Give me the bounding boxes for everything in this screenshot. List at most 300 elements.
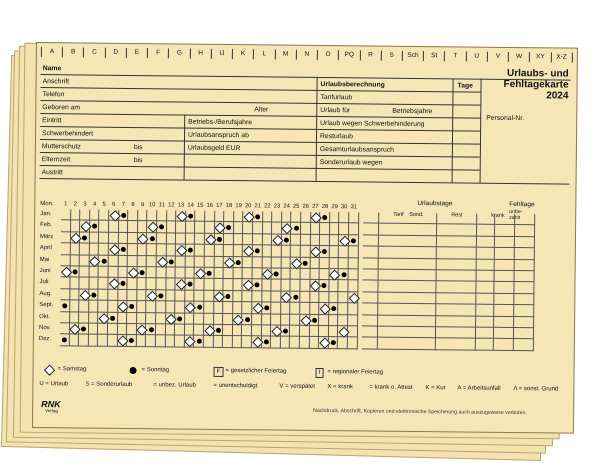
day-cell[interactable] [310,235,320,246]
day-cell[interactable] [80,278,90,289]
day-cell[interactable] [147,256,157,267]
day-cell[interactable] [329,258,339,269]
day-cell[interactable] [146,313,156,324]
day-cell[interactable] [233,302,243,313]
day-cell[interactable] [89,301,99,312]
day-cell[interactable] [99,244,109,255]
day-cell[interactable] [195,290,205,301]
day-cell[interactable] [205,256,215,267]
day-cell[interactable] [329,280,339,291]
day-cell[interactable] [242,325,252,336]
day-cell[interactable] [156,324,166,335]
summary-cell[interactable] [494,316,514,328]
day-cell[interactable] [243,302,253,313]
summary-cell[interactable] [514,271,534,283]
summary-cell[interactable] [363,224,379,236]
day-cell[interactable] [109,267,119,278]
summary-cell[interactable] [476,293,494,305]
day-cell[interactable] [339,224,349,235]
day-cell[interactable] [128,210,138,221]
day-cell[interactable] [224,245,234,256]
day-cell[interactable] [98,335,108,346]
day-cell[interactable] [263,211,273,222]
day-cell[interactable] [262,291,272,302]
summary-cell[interactable] [476,259,494,271]
day-cell[interactable] [60,312,70,323]
day-cell[interactable] [319,292,329,303]
day-cell[interactable] [175,290,185,301]
day-cell[interactable] [137,335,147,346]
summary-cell[interactable] [378,270,436,282]
day-cell[interactable] [127,290,137,301]
day-cell[interactable] [310,326,320,337]
day-cell[interactable] [253,234,263,245]
day-cell[interactable] [338,338,348,349]
day-cell[interactable] [233,268,243,279]
summary-cell[interactable] [494,259,514,271]
day-cell[interactable] [119,221,129,232]
day-cell[interactable] [80,266,90,277]
day-cell[interactable] [138,244,148,255]
day-cell[interactable] [90,244,100,255]
day-cell[interactable] [348,315,358,326]
summary-cell[interactable] [363,212,379,224]
summary-cell[interactable] [378,258,436,270]
day-cell[interactable] [166,267,176,278]
day-cell[interactable] [243,268,253,279]
summary-cell[interactable] [494,237,514,249]
day-cell[interactable] [118,312,128,323]
day-cell[interactable] [185,290,195,301]
day-cell[interactable] [281,280,291,291]
day-cell[interactable] [109,221,119,232]
day-cell[interactable] [330,212,340,223]
day-cell[interactable] [234,211,244,222]
day-cell[interactable] [166,290,176,301]
day-cell[interactable] [61,255,71,266]
summary-cell[interactable] [362,315,378,327]
day-cell[interactable] [291,269,301,280]
day-cell[interactable] [262,314,272,325]
day-cell[interactable] [195,279,205,290]
day-cell[interactable] [147,301,157,312]
day-cell[interactable] [300,280,310,291]
day-cell[interactable] [233,325,243,336]
day-cell[interactable] [310,257,320,268]
day-cell[interactable] [89,335,99,346]
day-cell[interactable] [185,325,195,336]
day-cell[interactable] [204,313,214,324]
day-cell[interactable] [99,267,109,278]
day-cell[interactable] [309,337,319,348]
day-cell[interactable] [281,314,291,325]
day-cell[interactable] [234,222,244,233]
day-cell[interactable] [292,212,302,223]
day-cell[interactable] [176,233,186,244]
day-cell[interactable] [204,336,214,347]
day-cell[interactable] [146,336,156,347]
day-cell[interactable] [272,246,282,257]
day-cell[interactable] [175,324,185,335]
day-cell[interactable] [224,279,234,290]
day-cell[interactable] [137,313,147,324]
day-cell[interactable] [348,338,358,349]
day-cell[interactable] [205,245,215,256]
day-cell[interactable] [99,232,109,243]
day-cell[interactable] [79,301,89,312]
day-cell[interactable] [320,235,330,246]
day-cell[interactable] [196,211,206,222]
day-cell[interactable] [339,292,349,303]
day-cell[interactable] [223,336,233,347]
day-cell[interactable] [128,221,138,232]
day-cell[interactable] [243,223,253,234]
day-cell[interactable] [166,233,176,244]
day-cell[interactable] [79,335,89,346]
day-cell[interactable] [272,280,282,291]
day-cell[interactable] [166,279,176,290]
day-cell[interactable] [70,244,80,255]
day-cell[interactable] [233,336,243,347]
day-cell[interactable] [60,289,70,300]
day-cell[interactable] [89,324,99,335]
summary-cell[interactable] [494,294,514,306]
day-cell[interactable] [233,279,243,290]
day-cell[interactable] [147,279,157,290]
summary-cell[interactable] [494,282,514,294]
day-cell[interactable] [233,291,243,302]
day-cell[interactable] [185,313,195,324]
day-cell[interactable] [320,223,330,234]
day-cell[interactable] [138,221,148,232]
summary-cell[interactable] [435,339,475,351]
day-cell[interactable] [349,246,359,257]
day-cell[interactable] [339,281,349,292]
day-cell[interactable] [272,257,282,268]
day-cell[interactable] [234,245,244,256]
summary-cell[interactable] [377,338,435,350]
day-cell[interactable] [90,210,100,221]
summary-cell[interactable] [378,247,436,259]
day-cell[interactable] [214,268,224,279]
summary-cell[interactable] [514,237,534,249]
day-cell[interactable] [301,223,311,234]
day-cell[interactable] [310,292,320,303]
day-cell[interactable] [71,221,81,232]
summary-cell[interactable] [476,305,494,317]
day-cell[interactable] [281,337,291,348]
day-cell[interactable] [128,278,138,289]
summary-cell[interactable] [514,328,534,340]
day-cell[interactable] [70,278,80,289]
day-cell[interactable] [138,210,148,221]
day-cell[interactable] [90,232,100,243]
summary-cell[interactable] [436,327,476,339]
day-cell[interactable] [252,314,262,325]
day-cell[interactable] [262,234,272,245]
day-cell[interactable] [147,267,157,278]
day-cell[interactable] [253,257,263,268]
summary-cell[interactable] [362,304,378,316]
day-cell[interactable] [156,301,166,312]
day-cell[interactable] [262,325,272,336]
day-cell[interactable] [165,336,175,347]
day-cell[interactable] [194,313,204,324]
summary-cell[interactable] [436,259,476,271]
summary-cell[interactable] [476,236,494,248]
day-cell[interactable] [338,315,348,326]
day-cell[interactable] [271,314,281,325]
day-cell[interactable] [272,211,282,222]
day-cell[interactable] [108,324,118,335]
day-cell[interactable] [253,223,263,234]
summary-cell[interactable] [436,236,476,248]
summary-cell[interactable] [361,338,377,350]
summary-cell[interactable] [513,339,533,351]
summary-cell[interactable] [476,248,494,260]
summary-cell[interactable] [494,305,514,317]
summary-cell[interactable] [477,225,495,237]
day-cell[interactable] [330,246,340,257]
summary-cell[interactable] [514,294,534,306]
day-cell[interactable] [329,315,339,326]
day-cell[interactable] [348,281,358,292]
day-cell[interactable] [339,303,349,314]
day-cell[interactable] [157,233,167,244]
day-cell[interactable] [243,257,253,268]
day-cell[interactable] [330,223,340,234]
day-cell[interactable] [186,222,196,233]
summary-cell[interactable] [378,304,436,316]
day-cell[interactable] [69,335,79,346]
summary-cell[interactable] [362,258,378,270]
day-cell[interactable] [310,269,320,280]
summary-cell[interactable] [477,214,495,226]
summary-cell[interactable] [495,214,515,226]
day-cell[interactable] [290,337,300,348]
day-cell[interactable] [290,326,300,337]
day-cell[interactable] [291,303,301,314]
day-cell[interactable] [195,245,205,256]
day-cell[interactable] [291,280,301,291]
day-cell[interactable] [243,291,253,302]
day-cell[interactable] [109,255,119,266]
day-cell[interactable] [127,313,137,324]
day-cell[interactable] [349,269,359,280]
day-cell[interactable] [89,312,99,323]
day-cell[interactable] [300,326,310,337]
day-cell[interactable] [195,233,205,244]
day-cell[interactable] [214,302,224,313]
day-cell[interactable] [89,267,99,278]
day-cell[interactable] [224,234,234,245]
day-cell[interactable] [99,221,109,232]
day-cell[interactable] [70,301,80,312]
summary-cell[interactable] [437,213,477,225]
day-cell[interactable] [186,233,196,244]
day-cell[interactable] [98,324,108,335]
day-cell[interactable] [195,222,205,233]
day-cell[interactable] [157,267,167,278]
summary-cell[interactable] [436,247,476,259]
day-cell[interactable] [137,278,147,289]
day-cell[interactable] [166,245,176,256]
day-cell[interactable] [282,246,292,257]
summary-cell[interactable] [362,235,378,247]
day-cell[interactable] [137,256,147,267]
day-cell[interactable] [223,302,233,313]
day-cell[interactable] [214,256,224,267]
day-cell[interactable] [109,233,119,244]
summary-cell[interactable] [378,235,436,247]
day-cell[interactable] [319,326,329,337]
day-cell[interactable] [290,314,300,325]
summary-cell[interactable] [362,292,378,304]
day-cell[interactable] [234,234,244,245]
summary-cell[interactable] [378,281,436,293]
day-cell[interactable] [61,243,71,254]
day-cell[interactable] [262,257,272,268]
summary-cell[interactable] [378,327,436,339]
day-cell[interactable] [167,222,177,233]
day-cell[interactable] [156,336,166,347]
summary-cell[interactable] [495,225,515,237]
day-cell[interactable] [242,337,252,348]
day-cell[interactable] [262,246,272,257]
day-cell[interactable] [99,289,109,300]
summary-cell[interactable] [436,293,476,305]
summary-cell[interactable] [476,271,494,283]
day-cell[interactable] [71,209,81,220]
summary-cell[interactable] [362,247,378,259]
day-cell[interactable] [263,223,273,234]
summary-cell[interactable] [436,304,476,316]
day-cell[interactable] [194,325,204,336]
day-cell[interactable] [70,289,80,300]
summary-cell[interactable] [437,225,477,237]
summary-cell[interactable] [494,271,514,283]
summary-cell[interactable] [515,214,535,226]
day-cell[interactable] [224,211,234,222]
summary-cell[interactable] [514,260,534,272]
day-cell[interactable] [118,267,128,278]
day-cell[interactable] [252,325,262,336]
summary-cell[interactable] [378,292,436,304]
day-cell[interactable] [89,278,99,289]
day-cell[interactable] [319,315,329,326]
day-cell[interactable] [310,303,320,314]
summary-cell[interactable] [515,225,535,237]
day-cell[interactable] [204,279,214,290]
day-cell[interactable] [118,255,128,266]
day-cell[interactable] [348,303,358,314]
day-cell[interactable] [60,278,70,289]
summary-cell[interactable] [514,248,534,260]
day-cell[interactable] [108,335,118,346]
summary-cell[interactable] [494,328,514,340]
day-cell[interactable] [156,279,166,290]
day-cell[interactable] [281,303,291,314]
summary-cell[interactable] [514,282,534,294]
summary-cell[interactable] [436,316,476,328]
day-cell[interactable] [300,303,310,314]
day-cell[interactable] [205,211,215,222]
day-cell[interactable] [300,292,310,303]
day-cell[interactable] [100,210,110,221]
day-cell[interactable] [291,246,301,257]
day-cell[interactable] [205,222,215,233]
day-cell[interactable] [214,279,224,290]
day-cell[interactable] [329,292,339,303]
day-cell[interactable] [166,302,176,313]
day-cell[interactable] [80,244,90,255]
day-cell[interactable] [271,303,281,314]
day-cell[interactable] [311,223,321,234]
day-cell[interactable] [262,280,272,291]
day-cell[interactable] [215,211,225,222]
day-cell[interactable] [99,301,109,312]
day-cell[interactable] [128,256,138,267]
day-cell[interactable] [185,256,195,267]
day-cell[interactable] [281,257,291,268]
summary-cell[interactable] [362,269,378,281]
summary-cell[interactable] [379,213,437,225]
day-cell[interactable] [349,212,359,223]
day-cell[interactable] [118,290,128,301]
day-cell[interactable] [301,269,311,280]
day-cell[interactable] [61,209,71,220]
day-cell[interactable] [214,313,224,324]
day-cell[interactable] [281,269,291,280]
summary-cell[interactable] [436,282,476,294]
day-cell[interactable] [204,302,214,313]
day-cell[interactable] [61,221,71,232]
day-cell[interactable] [176,222,186,233]
day-cell[interactable] [213,336,223,347]
day-cell[interactable] [339,258,349,269]
day-cell[interactable] [148,210,158,221]
day-cell[interactable] [349,224,359,235]
summary-cell[interactable] [362,326,378,338]
day-cell[interactable] [157,244,167,255]
day-cell[interactable] [195,256,205,267]
day-cell[interactable] [252,291,262,302]
day-cell[interactable] [176,267,186,278]
day-cell[interactable] [282,212,292,223]
day-cell[interactable] [80,209,90,220]
day-cell[interactable] [223,325,233,336]
summary-cell[interactable] [476,282,494,294]
day-cell[interactable] [300,337,310,348]
summary-cell[interactable] [476,328,494,340]
day-cell[interactable] [271,337,281,348]
summary-cell[interactable] [493,339,513,351]
day-cell[interactable] [157,210,167,221]
day-cell[interactable] [291,234,301,245]
day-cell[interactable] [108,290,118,301]
summary-cell[interactable] [362,281,378,293]
summary-cell[interactable] [475,339,493,351]
summary-cell[interactable] [436,270,476,282]
day-cell[interactable] [224,268,234,279]
day-cell[interactable] [214,245,224,256]
day-cell[interactable] [70,255,80,266]
day-cell[interactable] [128,244,138,255]
day-cell[interactable] [301,235,311,246]
day-cell[interactable] [137,301,147,312]
day-cell[interactable] [118,324,128,335]
summary-cell[interactable] [494,248,514,260]
